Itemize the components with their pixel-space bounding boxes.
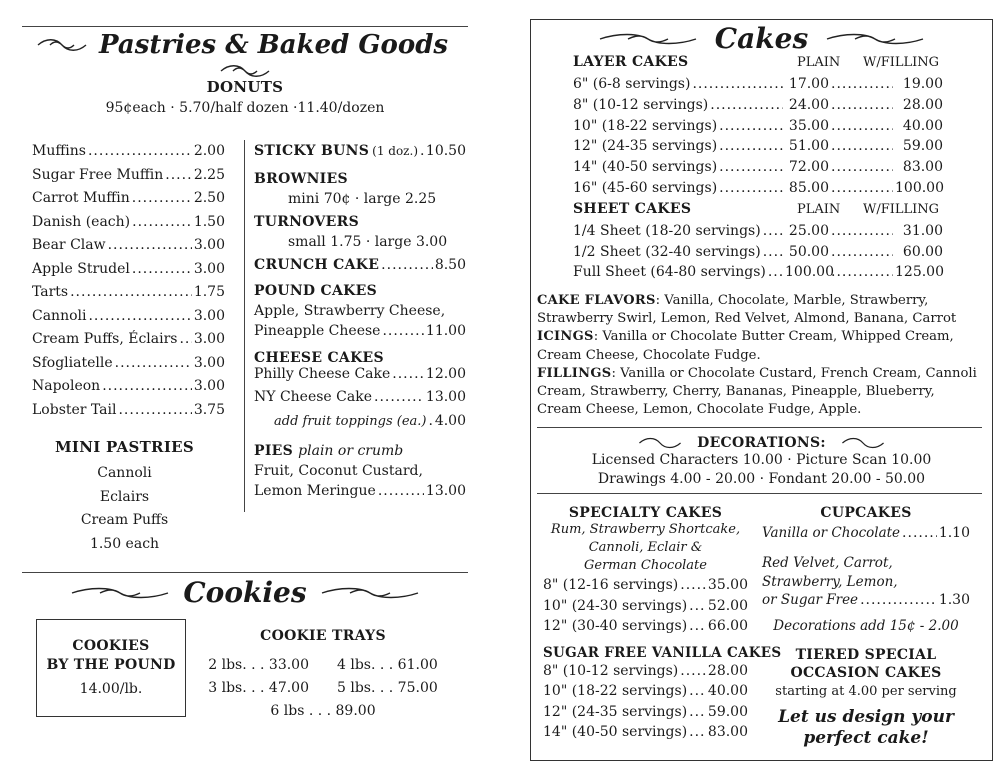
swirl-ornament-icon	[320, 586, 420, 600]
item-price: 3.00	[193, 354, 225, 371]
specialty-desc: German Chocolate	[584, 558, 707, 573]
item-name: 12" (30-40 servings)	[543, 618, 688, 634]
cake-flavors-text: : Vanilla, Chocolate, Marble, Strawberry, Strawberry Swirl, Lemon, Red Velvet, Almond, Banana, Carrot	[537, 293, 957, 327]
pastry-row	[32, 214, 225, 238]
specialty-row	[543, 618, 748, 639]
plain-column-label: PLAIN	[797, 201, 841, 217]
tiered-heading: OCCASION CAKES	[790, 664, 942, 681]
swirl-ornament-icon	[632, 437, 688, 449]
fillings-text: : Vanilla or Chocolate Custard, French Cream, Cannoli Cream, Strawberry, Cherry, Bananas, Pineapple, Blueberry, Cream Cheese, Lemon, Chocolate Fudge, Apple.	[537, 365, 977, 418]
sheet-cakes-header	[573, 201, 943, 223]
cakes-title: Cakes	[714, 22, 809, 55]
pastry-row	[32, 143, 225, 167]
layer-cake-row	[573, 97, 943, 118]
column-divider	[244, 140, 245, 512]
pound-cakes-row	[254, 323, 466, 347]
item-name: Cannoli	[32, 307, 87, 324]
size-label: 8" (10-12 servings)	[573, 96, 709, 113]
item-name: Carrot Muffin	[32, 190, 130, 206]
decorations	[530, 432, 993, 489]
cookie-trays-heading: COOKIE TRAYS	[260, 628, 386, 644]
cupcakes-flavors: Red Velvet, Carrot,	[762, 554, 893, 571]
cookie-tray-item: 3 lbs. . . 47.00	[208, 680, 309, 696]
cookie-tray-item: 6 lbs . . . 89.00	[270, 703, 376, 719]
swirl-ornament-icon	[36, 38, 88, 52]
sticky-buns-note: (1 doz.)	[372, 144, 418, 158]
item-price: 40.00	[707, 683, 748, 699]
pastry-row	[32, 378, 225, 402]
item-name: 14" (40-50 servings)	[543, 724, 688, 740]
fruit-toppings-row	[274, 413, 466, 437]
pies-label: Lemon Meringue	[254, 483, 376, 499]
pastry-row	[32, 237, 225, 261]
size-label: Full Sheet (64-80 servings)	[573, 264, 766, 281]
size-label: 6" (6-8 servings)	[573, 76, 691, 92]
filling-price: 125.00	[895, 264, 944, 281]
pies-row	[254, 483, 466, 507]
cookies-by-pound-box	[36, 619, 186, 717]
pastry-row	[32, 190, 225, 214]
item-price: 3.00	[193, 260, 225, 277]
cheese-cakes-heading: CHEESE CAKES	[254, 349, 384, 366]
item-name: Tarts	[32, 284, 69, 300]
cupcakes-decorations: Decorations add 15¢ - 2.00	[773, 617, 959, 634]
philly-label: Philly Cheese Cake	[254, 365, 391, 382]
cookies-box-price: 14.00/lb.	[79, 681, 143, 697]
fruit-toppings-label: add fruit toppings (ea.)	[274, 413, 427, 429]
crunch-cake-price: 8.50	[434, 256, 466, 273]
pies-price: 13.00	[425, 483, 466, 499]
mini-price: 1.50 each	[89, 535, 160, 552]
pound-cakes-line: Apple, Strawberry Cheese,	[254, 303, 446, 319]
plain-price: 35.00	[788, 117, 829, 134]
cookies-box-line1: COOKIES	[72, 638, 150, 654]
filling-column-label: W/FILLING	[863, 55, 940, 70]
item-price: 28.00	[707, 662, 748, 679]
sugar-free-row	[543, 724, 748, 745]
item-price: 2.25	[193, 166, 225, 183]
size-label: 10" (18-22 servings)	[573, 117, 718, 134]
pies-note: plain or crumb	[298, 443, 404, 459]
sheet-cake-row	[573, 244, 943, 265]
bakery-list	[254, 143, 466, 507]
specialty-heading: SPECIALTY CAKES	[568, 505, 723, 521]
pastry-row	[32, 308, 225, 332]
filling-price: 31.00	[902, 222, 943, 239]
cookie-tray-row	[200, 677, 446, 700]
item-price: 66.00	[707, 618, 748, 634]
pastry-row	[32, 331, 225, 355]
size-label: 16" (45-60 servings)	[573, 179, 718, 196]
donuts-prices: 95¢each · 5.70/half dozen ·11.40/dozen	[105, 100, 385, 116]
plain-price: 72.00	[788, 159, 829, 176]
item-name: Apple Strudel	[32, 260, 130, 277]
pastries-title: Pastries & Baked Goods	[99, 30, 449, 60]
turnovers-prices: small 1.75 · large 3.00	[288, 233, 448, 250]
item-price: 3.75	[193, 401, 225, 418]
sugar-free-row	[543, 663, 748, 684]
item-name: 8" (12-16 servings)	[543, 577, 679, 593]
tiered-starting: starting at 4.00 per serving	[775, 683, 957, 699]
crunch-cake-row	[254, 257, 466, 281]
cookie-tray-item: 5 lbs. . . 75.00	[337, 680, 438, 696]
ny-label: NY Cheese Cake	[254, 389, 372, 405]
cupcakes-price: 1.10	[938, 525, 970, 541]
cupcakes-row	[762, 525, 970, 549]
fruit-toppings-price: 4.00	[434, 412, 466, 429]
ny-price: 13.00	[425, 389, 466, 405]
plain-price: 25.00	[788, 222, 829, 239]
cookie-tray-item: 4 lbs. . . 61.00	[337, 657, 438, 673]
donuts-heading: DONUTS	[206, 78, 284, 96]
fillings-label: FILLINGS	[537, 365, 612, 381]
pastry-row	[32, 402, 225, 426]
brownies-heading: BROWNIES	[254, 170, 348, 187]
layer-cake-row	[573, 138, 943, 159]
size-label: 1/4 Sheet (18-20 servings)	[573, 222, 761, 239]
philly-price: 12.00	[425, 365, 466, 382]
slogan: Let us design your	[778, 706, 954, 727]
specialty-cakes	[543, 505, 782, 745]
cake-flavors-block	[537, 292, 983, 419]
filling-price: 40.00	[902, 117, 943, 134]
icings	[537, 328, 983, 364]
plain-price: 17.00	[788, 76, 829, 92]
filling-price: 19.00	[902, 76, 943, 92]
mini-pastries	[22, 438, 227, 556]
item-price: 3.00	[193, 331, 225, 347]
item-price: 3.00	[193, 307, 225, 324]
pastry-row	[32, 167, 225, 191]
swirl-ornament-icon	[823, 32, 927, 46]
item-price: 2.50	[193, 190, 225, 206]
pastries-title-bar	[22, 30, 468, 68]
pastry-list	[32, 143, 225, 425]
layer-cake-row	[573, 118, 943, 139]
cookie-trays	[200, 628, 446, 723]
specialty-rule	[537, 493, 982, 494]
plain-price: 51.00	[788, 138, 829, 155]
plain-column-label: PLAIN	[797, 55, 841, 70]
layer-cakes	[573, 54, 943, 285]
sugar-free-heading: SUGAR FREE VANILLA CAKES	[543, 644, 782, 661]
cookie-tray-row	[200, 654, 446, 677]
size-label: 1/2 Sheet (32-40 servings)	[573, 243, 761, 260]
cake-flavors	[537, 292, 983, 328]
filling-price: 83.00	[902, 159, 943, 176]
ny-row	[254, 389, 466, 413]
swirl-ornament-icon	[596, 32, 700, 46]
mini-pastries-heading: MINI PASTRIES	[54, 438, 195, 456]
cupcakes-flavors: Strawberry, Lemon,	[762, 573, 898, 590]
fillings	[537, 365, 983, 420]
tiered-heading: TIERED SPECIAL	[795, 646, 937, 663]
mini-item: Cream Puffs	[80, 512, 169, 528]
item-price: 2.00	[193, 143, 225, 159]
pies-heading-line	[254, 440, 466, 459]
cookie-tray-item: 2 lbs. . . 33.00	[208, 657, 309, 673]
specialty-desc: Rum, Strawberry Shortcake,	[550, 522, 741, 537]
cupcakes-label: Vanilla or Chocolate	[762, 525, 901, 541]
item-name: 8" (10-12 servings)	[543, 662, 679, 679]
plain-price: 85.00	[788, 179, 829, 196]
pies-heading: PIES	[254, 443, 294, 459]
icings-text: : Vanilla or Chocolate Butter Cream, Whipped Cream, Cream Cheese, Chocolate Fudge.	[537, 329, 954, 363]
layer-cakes-heading: LAYER CAKES	[573, 54, 689, 70]
item-price: 83.00	[707, 724, 748, 740]
decorations-line: Drawings 4.00 - 20.00 · Fondant 20.00 - 50.00	[597, 471, 926, 487]
brownies-prices: mini 70¢ · large 2.25	[288, 190, 437, 207]
item-price: 3.00	[193, 237, 225, 253]
sticky-buns-row	[254, 143, 466, 167]
item-name: 10" (24-30 servings)	[543, 597, 688, 614]
layer-cakes-header	[573, 54, 943, 76]
layer-cake-row	[573, 180, 943, 201]
item-name: Napoleon	[32, 378, 101, 394]
filling-column-label: W/FILLING	[863, 201, 940, 217]
sugar-free-row	[543, 704, 748, 725]
sheet-cakes-heading: SHEET CAKES	[573, 200, 692, 217]
decorations-line: Licensed Characters 10.00 · Picture Scan 10.00	[591, 452, 932, 468]
turnovers-heading: TURNOVERS	[254, 213, 359, 230]
cookies-box-line2: BY THE POUND	[46, 657, 176, 673]
swirl-ornament-icon	[835, 437, 891, 449]
pound-cakes-price: 11.00	[425, 323, 466, 339]
item-price: 1.75	[193, 284, 225, 300]
item-price: 3.00	[193, 378, 225, 394]
mini-item: Eclairs	[99, 488, 150, 505]
swirl-ornament-icon	[219, 64, 271, 78]
sticky-buns-label: STICKY BUNS	[254, 143, 370, 159]
cupcakes-label: or Sugar Free	[762, 591, 859, 608]
icings-label: ICINGS	[537, 329, 594, 345]
filling-price: 100.00	[895, 179, 944, 196]
cookies-title: Cookies	[183, 576, 307, 609]
cookies-title-bar	[22, 576, 468, 614]
top-rule-left	[22, 26, 468, 27]
decorations-rule	[537, 427, 982, 428]
item-price: 35.00	[707, 577, 748, 593]
mini-item: Cannoli	[97, 465, 152, 481]
size-label: 14" (40-50 servings)	[573, 159, 718, 176]
specialty-row	[543, 577, 748, 598]
swirl-ornament-icon	[70, 586, 170, 600]
filling-price: 59.00	[902, 138, 943, 155]
sticky-buns-price: 10.50	[425, 143, 466, 159]
plain-price: 50.00	[788, 243, 829, 260]
filling-price: 28.00	[902, 96, 943, 113]
pound-cakes-heading: POUND CAKES	[254, 283, 377, 299]
specialty-desc: Cannoli, Eclair &	[588, 540, 703, 555]
decorations-heading-line	[530, 432, 993, 451]
cupcakes-row	[762, 592, 970, 612]
philly-row	[254, 366, 466, 390]
sugar-free-row	[543, 683, 748, 704]
item-price: 59.00	[707, 703, 748, 720]
item-price: 1.50	[193, 213, 225, 230]
sheet-cake-row	[573, 223, 943, 244]
item-name: 10" (18-22 servings)	[543, 683, 688, 699]
sheet-cake-row	[573, 264, 943, 285]
item-name: Sfogliatelle	[32, 354, 113, 371]
pies-line: Fruit, Coconut Custard,	[254, 463, 423, 479]
item-name: Cream Puffs, Éclairs	[32, 331, 178, 347]
item-name: Bear Claw	[32, 237, 106, 253]
layer-cake-row	[573, 76, 943, 97]
cookies-rule	[22, 572, 468, 573]
layer-cake-row	[573, 159, 943, 180]
crunch-cake-label: CRUNCH CAKE	[254, 256, 380, 273]
filling-price: 60.00	[902, 243, 943, 260]
item-name: Muffins	[32, 143, 86, 159]
pastry-row	[32, 284, 225, 308]
pastry-row	[32, 355, 225, 379]
pastry-row	[32, 261, 225, 285]
cupcakes	[762, 505, 970, 749]
size-label: 12" (24-35 servings)	[573, 138, 718, 155]
specialty-row	[543, 598, 748, 619]
pound-cakes-label: Pineapple Cheese	[254, 323, 381, 339]
item-name: Danish (each)	[32, 213, 131, 230]
slogan: perfect cake!	[803, 727, 929, 748]
item-price: 52.00	[707, 597, 748, 614]
item-name: Lobster Tail	[32, 401, 117, 418]
decorations-heading: DECORATIONS:	[697, 434, 826, 451]
item-name: Sugar Free Muffin	[32, 166, 164, 183]
plain-price: 100.00	[785, 264, 834, 281]
cupcakes-price: 1.30	[938, 591, 970, 608]
cake-flavors-label: CAKE FLAVORS	[537, 293, 656, 308]
plain-price: 24.00	[788, 96, 829, 113]
cupcakes-heading: CUPCAKES	[820, 505, 912, 521]
item-name: 12" (24-35 servings)	[543, 703, 688, 720]
